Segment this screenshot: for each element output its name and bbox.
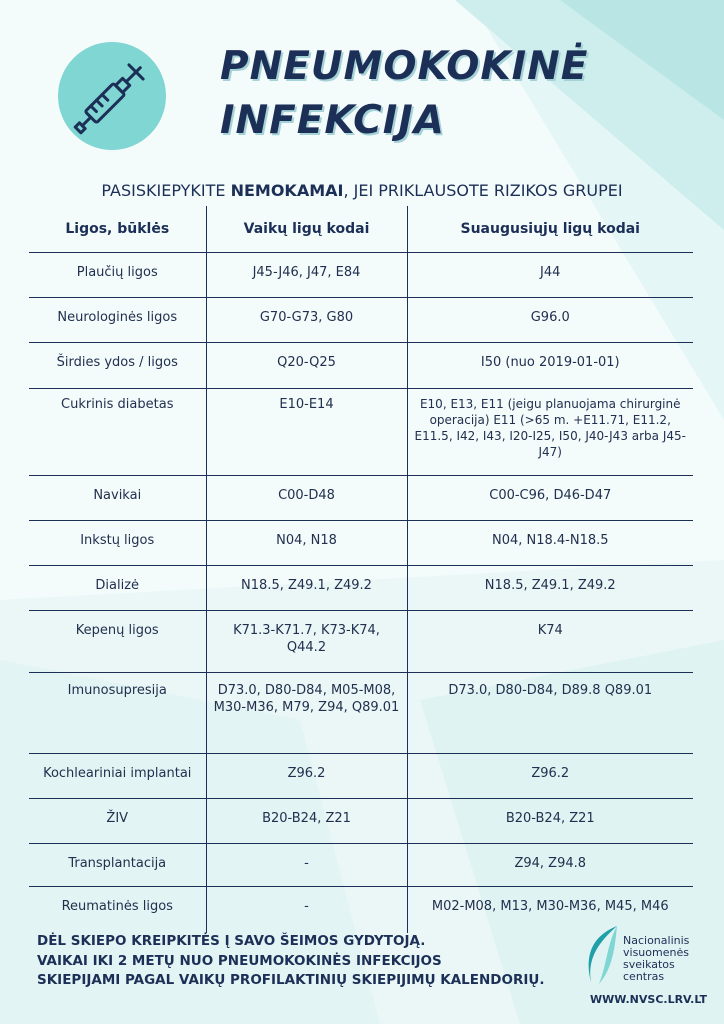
table-row <box>29 673 693 754</box>
children-code-cell: D73.0, D80-D84, M05-M08, M30-M36, M79, Z94, Q89.01 <box>206 673 407 754</box>
children-code-cell: J45-J46, J47, E84 <box>206 253 407 298</box>
condition-cell: Inkstų ligos <box>29 521 206 566</box>
adult-code-cell: Z94, Z94.8 <box>407 844 693 887</box>
org-line-4: centras <box>623 970 665 983</box>
condition-cell: Imunosupresija <box>29 673 206 754</box>
table-row <box>29 799 693 844</box>
disease-codes-table <box>29 206 693 933</box>
condition-cell: Kepenų ligos <box>29 611 206 673</box>
table-row <box>29 611 693 673</box>
org-line-3: sveikatos <box>623 958 675 971</box>
organization-name <box>623 935 713 983</box>
syringe-icon <box>56 40 168 152</box>
children-code-cell: C00-D48 <box>206 476 407 521</box>
footer-line-2: VAIKAI IKI 2 METŲ NUO PNEUMOKOKINĖS INFEKCIJOS <box>37 952 442 969</box>
table-row <box>29 566 693 611</box>
children-code-cell: - <box>206 844 407 887</box>
adult-code-cell: K74 <box>407 611 693 673</box>
header-conditions: Ligos, būklės <box>29 206 206 253</box>
children-code-cell: E10-E14 <box>206 389 407 476</box>
adult-code-cell: E10, E13, E11 (jeigu planuojama chirurginė operacija) E11 (>65 m. +E11.71, E11.2, E11.5, I42, I43, I20-I25, I50, J40-J43 arba J45-J47) <box>407 389 693 476</box>
condition-cell: Transplantacija <box>29 844 206 887</box>
condition-cell: Navikai <box>29 476 206 521</box>
header-adult-codes: Suaugusiųjų ligų kodai <box>407 206 693 253</box>
subtitle-emphasis: NEMOKAMAI <box>230 181 344 200</box>
condition-cell: Širdies ydos / ligos <box>29 343 206 389</box>
table-row <box>29 343 693 389</box>
adult-code-cell: B20-B24, Z21 <box>407 799 693 844</box>
table-row <box>29 521 693 566</box>
children-code-cell: B20-B24, Z21 <box>206 799 407 844</box>
subtitle <box>0 181 724 200</box>
footer-line-1: DĖL SKIEPO KREIPKITĖS Į SAVO ŠEIMOS GYDYTOJĄ. <box>37 933 426 949</box>
condition-cell: ŽIV <box>29 799 206 844</box>
adult-code-cell: I50 (nuo 2019-01-01) <box>407 343 693 389</box>
adult-code-cell: J44 <box>407 253 693 298</box>
adult-code-cell: D73.0, D80-D84, D89.8 Q89.01 <box>407 673 693 754</box>
condition-cell: Reumatinės ligos <box>29 887 206 933</box>
children-code-cell: G70-G73, G80 <box>206 298 407 343</box>
subtitle-before: PASISKIEPYKITE <box>101 181 231 200</box>
adult-code-cell: G96.0 <box>407 298 693 343</box>
adult-code-cell: N18.5, Z49.1, Z49.2 <box>407 566 693 611</box>
table-row <box>29 754 693 799</box>
children-code-cell: Z96.2 <box>206 754 407 799</box>
table-row <box>29 298 693 343</box>
adult-code-cell: M02-M08, M13, M30-M36, M45, M46 <box>407 887 693 933</box>
table-row <box>29 476 693 521</box>
org-line-1: Nacionalinis <box>623 934 690 947</box>
nvsc-logo-icon <box>577 924 621 986</box>
page-title <box>220 40 588 148</box>
condition-cell: Dializė <box>29 566 206 611</box>
condition-cell: Cukrinis diabetas <box>29 389 206 476</box>
header-children-codes: Vaikų ligų kodai <box>206 206 407 253</box>
website-link[interactable]: WWW.NVSC.LRV.LT <box>590 993 708 1006</box>
children-code-cell: K71.3-K71.7, K73-K74, Q44.2 <box>206 611 407 673</box>
table-row <box>29 844 693 887</box>
title-line-2: INFEKCIJA <box>220 98 445 143</box>
subtitle-after: , JEI PRIKLAUSOTE RIZIKOS GRUPEI <box>343 181 623 200</box>
footer-notice <box>37 932 557 991</box>
table-header-row <box>29 206 693 253</box>
children-code-cell: Q20-Q25 <box>206 343 407 389</box>
children-code-cell: - <box>206 887 407 933</box>
children-code-cell: N18.5, Z49.1, Z49.2 <box>206 566 407 611</box>
table-row <box>29 253 693 298</box>
adult-code-cell: C00-C96, D46-D47 <box>407 476 693 521</box>
org-line-2: visuomenės <box>623 946 689 959</box>
footer-line-3: SKIEPIJAMI PAGAL VAIKŲ PROFILAKTINIŲ SKIEPIJIMŲ KALENDORIŲ. <box>37 972 545 988</box>
children-code-cell: N04, N18 <box>206 521 407 566</box>
adult-code-cell: Z96.2 <box>407 754 693 799</box>
table-row <box>29 389 693 476</box>
condition-cell: Plaučių ligos <box>76 265 158 280</box>
adult-code-cell: N04, N18.4-N18.5 <box>407 521 693 566</box>
title-line-1: PNEUMOKOKINĖ <box>220 44 589 89</box>
condition-cell: Neurologinės ligos <box>29 298 206 343</box>
condition-cell: Kochleariniai implantai <box>29 754 206 799</box>
